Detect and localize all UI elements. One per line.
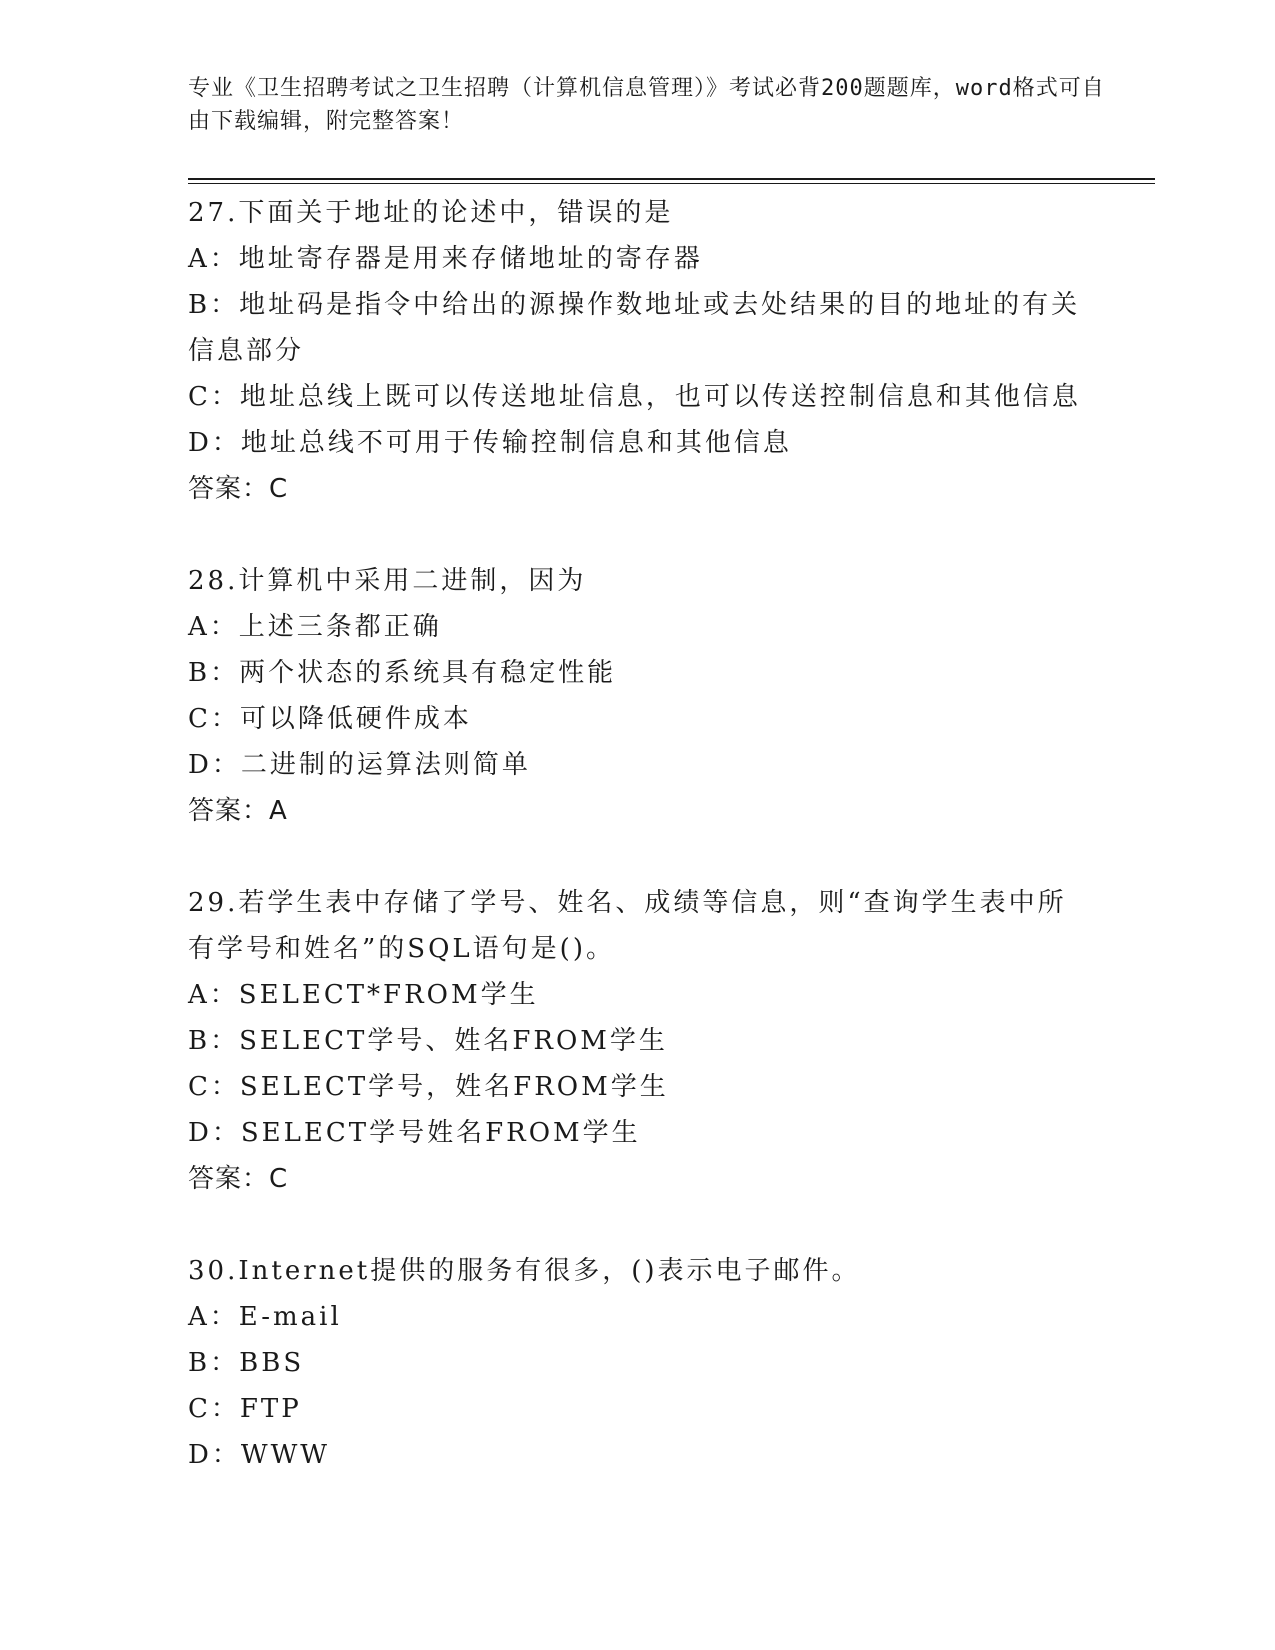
option-c: C：SELECT学号，姓名FROM学生 [188, 1072, 669, 1102]
option-d: D：SELECT学号姓名FROM学生 [188, 1118, 641, 1148]
option-b: B：SELECT学号、姓名FROM学生 [188, 1026, 668, 1056]
answer-label: 答案：A [188, 796, 288, 826]
question-stem: 27.下面关于地址的论述中，错误的是 [188, 198, 674, 228]
question-28 [188, 558, 1088, 834]
option-b: B：BBS [188, 1348, 305, 1378]
answer-label: 答案：C [188, 474, 289, 504]
option-a: A：地址寄存器是用来存储地址的寄存器 [188, 244, 703, 274]
question-stem: 29.若学生表中存储了学号、姓名、成绩等信息，则“查询学生表中所有学号和姓名”的SQL语句是()。 [188, 888, 1067, 964]
option-a: A：上述三条都正确 [188, 612, 442, 642]
question-stem: 30.Internet提供的服务有很多，()表示电子邮件。 [188, 1256, 861, 1286]
question-30 [188, 1248, 1088, 1478]
option-a: A：E-mail [188, 1302, 342, 1332]
option-d: D：WWW [188, 1440, 331, 1470]
option-a: A：SELECT*FROM学生 [188, 980, 539, 1010]
option-d: D：地址总线不可用于传输控制信息和其他信息 [188, 428, 792, 458]
option-c: C：可以降低硬件成本 [188, 704, 472, 734]
option-b: B：地址码是指令中给出的源操作数地址或去处结果的目的地址的有关信息部分 [188, 290, 1081, 366]
question-list [188, 190, 1088, 1524]
option-d: D：二进制的运算法则简单 [188, 750, 531, 780]
question-stem: 28.计算机中采用二进制，因为 [188, 566, 587, 596]
option-c: C：FTP [188, 1394, 302, 1424]
option-b: B：两个状态的系统具有稳定性能 [188, 658, 617, 688]
answer-label: 答案：C [188, 1164, 289, 1194]
question-27 [188, 190, 1088, 512]
header-divider-thick [188, 178, 1155, 180]
option-c: C：地址总线上既可以传送地址信息，也可以传送控制信息和其他信息 [188, 382, 1081, 412]
question-29 [188, 880, 1088, 1202]
document-header: 专业《卫生招聘考试之卫生招聘（计算机信息管理）》考试必背200题题库，word格式可自由下载编辑，附完整答案！ [188, 76, 1105, 134]
header-divider-thin [188, 183, 1155, 184]
